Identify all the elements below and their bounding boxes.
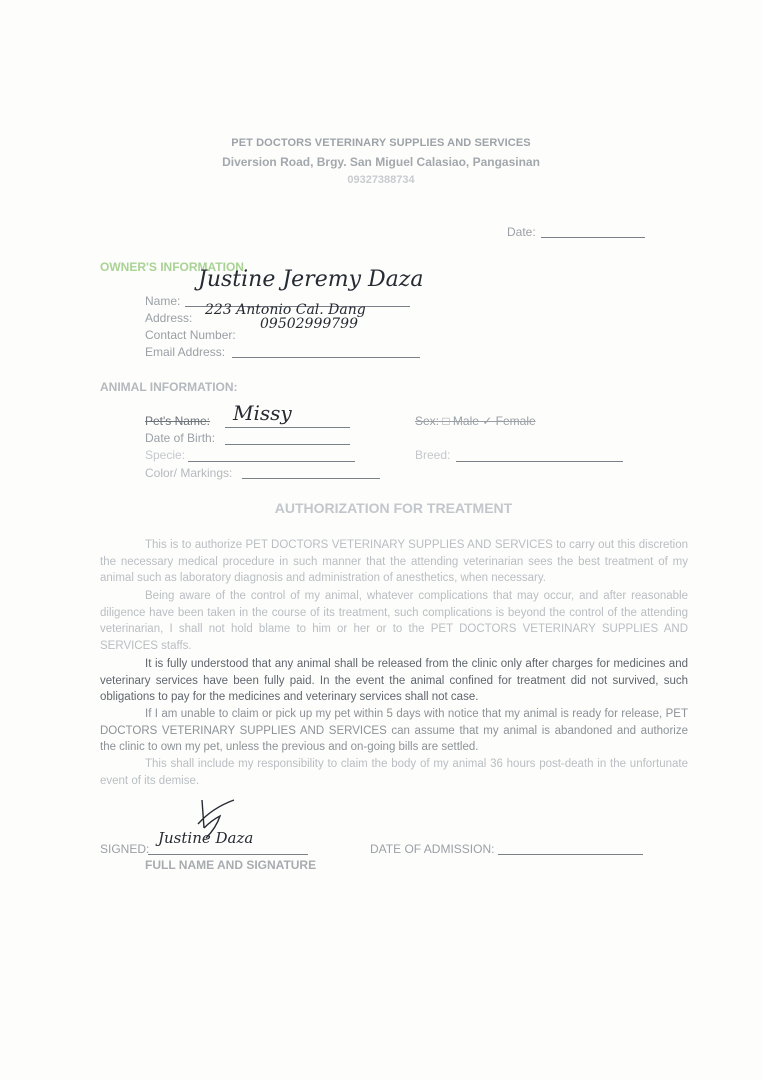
signed-label: SIGNED: xyxy=(100,842,150,856)
date-label: Date: xyxy=(507,225,536,239)
pet-name-handwriting: Missy xyxy=(233,401,292,425)
sex-field[interactable]: Sex: □ Male ✓ Female xyxy=(415,414,536,428)
company-address: Diversion Road, Brgy. San Miguel Calasiao, Pangasinan xyxy=(222,155,540,169)
signature-caption: FULL NAME AND SIGNATURE xyxy=(145,858,317,872)
owner-contact-handwriting: 09502999799 xyxy=(260,316,358,332)
owner-name-label: Name: xyxy=(145,294,181,308)
authorization-paragraph-5: This shall include my responsibility to claim the body of my animal 36 hours post-death in the unfortunate event of its demise. xyxy=(100,758,688,787)
breed-label: Breed: xyxy=(415,448,451,462)
authorization-title: AUTHORIZATION FOR TREATMENT xyxy=(274,500,513,516)
authorization-paragraph-2: Being aware of the control of my animal, whatever complications that may occur, and after reasonable diligence have been taken in the course of its treatment, such complications is beyond the control of the attending veterinarian, I shall not hold blame to him or her or to the PET DOCTORS VETERINARY SUPPLIES AND SERVICES staffs. xyxy=(100,590,688,652)
animal-section-title: ANIMAL INFORMATION: xyxy=(100,380,238,394)
owner-email-field[interactable] xyxy=(232,357,420,358)
dob-field[interactable] xyxy=(225,444,350,445)
pet-name-field[interactable] xyxy=(225,427,350,428)
signature-scribble xyxy=(190,798,240,846)
breed-field[interactable] xyxy=(456,461,623,462)
signature-handwriting: Justine Daza xyxy=(158,829,254,847)
owner-email-label: Email Address: xyxy=(145,345,226,359)
dob-label: Date of Birth: xyxy=(145,431,216,445)
owner-contact-label: Contact Number: xyxy=(145,328,236,342)
authorization-paragraph-1: This is to authorize PET DOCTORS VETERINARY SUPPLIES AND SERVICES to carry out this discretion the necessary medical procedure in such manner that the attending veterinarian sees the best treatment of my animal such as laboratory diagnosis and administration of anesthetics, when necessary. xyxy=(100,539,688,584)
signature-field[interactable] xyxy=(148,854,308,855)
company-name: PET DOCTORS VETERINARY SUPPLIES AND SERVICES xyxy=(231,137,531,149)
date-field[interactable] xyxy=(541,237,645,238)
admission-date-label: DATE OF ADMISSION: xyxy=(370,842,495,856)
admission-date-field[interactable] xyxy=(498,854,643,855)
authorization-paragraph-4: If I am unable to claim or pick up my pet within 5 days with notice that my animal is ready for release, PET DOCTORS VETERINARY SUPPLIES AND SERVICES can assume that my animal is abandoned and authorize the clinic to own my pet, unless the previous and on-going bills are settled. xyxy=(100,708,688,753)
owner-address-label: Address: xyxy=(145,311,193,325)
color-label: Color/ Markings: xyxy=(145,466,233,480)
owner-name-handwriting: Justine Jeremy Daza xyxy=(198,267,424,292)
species-field[interactable] xyxy=(188,461,355,462)
owner-section-title: OWNER'S INFORMATION xyxy=(100,260,244,274)
species-label: Specie: xyxy=(145,448,186,462)
pet-name-label: Pet's Name: xyxy=(145,414,210,428)
color-field[interactable] xyxy=(242,478,380,479)
company-phone: 09327388734 xyxy=(347,174,415,186)
authorization-paragraph-3: It is fully understood that any animal shall be released from the clinic only after charges for medicines and veterinary services have been fully paid. In the event the animal confined for treatment did not survived, such obligations to pay for the medicines and veterinary services shall not case. xyxy=(100,658,688,703)
owner-address-handwriting: 223 Antonio Cal. Dang xyxy=(205,302,366,318)
